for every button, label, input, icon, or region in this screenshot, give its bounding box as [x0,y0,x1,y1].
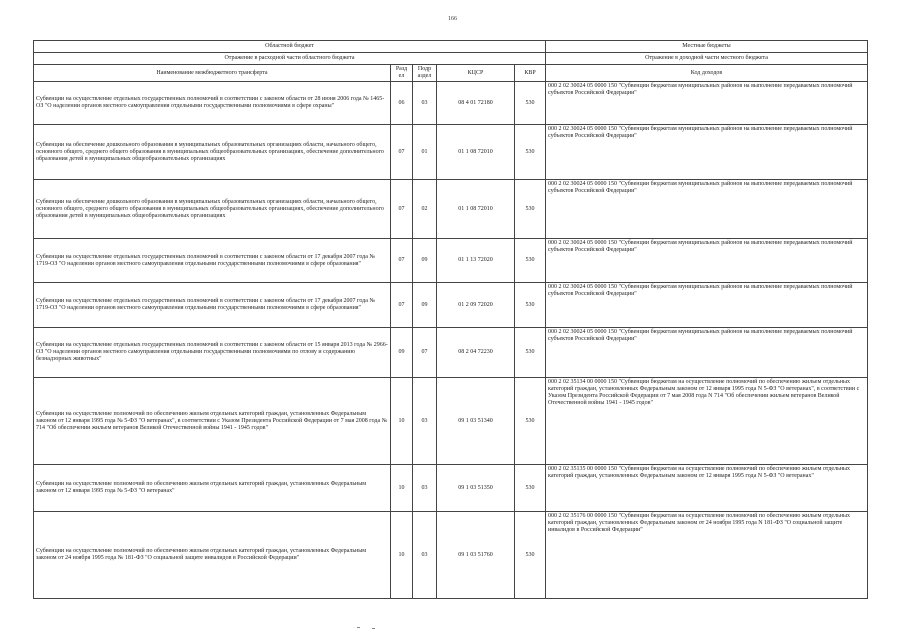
table-row [34,378,868,465]
transfer-name: Субвенции на осуществление отдельных государственных полномочий в соответствии с законом области от 15 января 2013 года № 2966-ОЗ "О наделении органов местного самоуправления отдельными государственными полномочиями по отлову и содержанию безнадзорных животных" [34,328,391,378]
podrazdel-cell: 03 [413,82,437,125]
podrazdel-cell: 07 [413,328,437,378]
transfer-name: Субвенции на осуществление полномочий по обеспечению жильем отдельных категорий граждан, установленных Федеральным законом от 12 января 1995 года № 5-ФЗ "О ветеранах" [34,465,391,512]
column-header-razdel: Разд ел [391,65,413,82]
podrazdel-cell: 03 [413,378,437,465]
transfer-name: Субвенции на осуществление отдельных государственных полномочий в соответствии с законом области от 28 июня 2006 года № 1465-ОЗ "О наделении органов местного самоуправления отдельными государственными полномочиями в сфере охраны" [34,82,391,125]
razdel-cell: 10 [391,465,413,512]
table-row [34,180,868,239]
income-code-cell: 000 2 02 30024 05 0000 150 "Субвенции бюджетам муниципальных районов на выполнение передаваемых полномочий субъектов Российской Федерации" [546,239,868,283]
kcsr-cell: 09 1 03 51350 [437,465,515,512]
income-code-cell: 000 2 02 30024 05 0000 150 "Субвенции бюджетам муниципальных районов на выполнение передаваемых полномочий субъектов Российской Федерации" [546,82,868,125]
kcsr-cell: 01 2 09 72020 [437,283,515,328]
podrazdel-cell: 09 [413,239,437,283]
income-code-cell: 000 2 02 35176 00 0000 150 "Субвенции бюджетам на осуществление полномочий по обеспечению жильем отдельных категорий граждан, установленных Федеральным законом от 24 ноября 1995 года N 181-ФЗ "О социальной защите инвалидов в Российской Федерации" [546,512,868,599]
transfer-name: Субвенции на осуществление отдельных государственных полномочий в соответствии с законом области от 17 декабря 2007 года № 1719-ОЗ "О наделении органов местного самоуправления отдельными государственными полномочиями в сфере образования" [34,283,391,328]
kcsr-cell: 08 2 04 72230 [437,328,515,378]
header-row-columns [34,65,868,82]
razdel-cell: 07 [391,239,413,283]
header-row-reflection [34,53,868,65]
column-header-podrazdel: Подр аздел [413,65,437,82]
income-code-cell: 000 2 02 30024 05 0000 150 "Субвенции бюджетам муниципальных районов на выполнение передаваемых полномочий субъектов Российской Федерации" [546,328,868,378]
scan-speck [372,628,375,629]
kvr-cell: 530 [515,512,546,599]
local-budget-header: Местные бюджеты [546,41,868,53]
transfer-name: Субвенции на осуществление полномочий по обеспечению жильем отдельных категорий граждан, установленных Федеральным законом от 12 января 1995 года № 5-ФЗ "О ветеранах", в соответствии с Указом Президента Российской Федерации от 7 мая 2008 года № 714 "Об обеспечении жильем ветеранов Великой Отечественной войны 1941 - 1945 годов" [34,378,391,465]
table-row [34,125,868,180]
kcsr-cell: 01 1 08 72010 [437,180,515,239]
budget-transfers-table [33,40,868,599]
income-code-cell: 000 2 02 35134 00 0000 150 "Субвенции бюджетам на осуществление полномочий по обеспечению жильем отдельных категорий граждан, установленных Федеральным законом от 12 января 1995 года N 5-ФЗ "О ветеранах", в соответствии с Указом Президента Российской Федерации от 7 мая 2008 года N 714 "Об обеспечении жильем ветеранов Великой Отечественной войны 1941 - 1945 годов" [546,378,868,465]
razdel-cell: 07 [391,283,413,328]
transfer-name: Субвенции на обеспечение дошкольного образования в муниципальных образовательных организациях области, начального общего, основного общего, среднего общего образования в муниципальных общеобразовательных организациях, обеспечение дополнительного образования детей в муниципальных общеобразовательных организациях [34,180,391,239]
transfer-name: Субвенции на осуществление отдельных государственных полномочий в соответствии с законом области от 17 декабря 2007 года № 1719-ОЗ "О наделении органов местного самоуправления отдельными государственными полномочиями в сфере образования" [34,239,391,283]
kcsr-cell: 08 4 01 72180 [437,82,515,125]
table-row [34,512,868,599]
podrazdel-cell: 03 [413,512,437,599]
razdel-cell: 06 [391,82,413,125]
kvr-cell: 530 [515,180,546,239]
table-row [34,328,868,378]
column-header-kcsr: КЦСР [437,65,515,82]
scan-speck [357,627,360,628]
razdel-cell: 09 [391,328,413,378]
income-code-cell: 000 2 02 35135 00 0000 150 "Субвенции бюджетам на осуществление полномочий по обеспечению жильем отдельных категорий граждан, установленных Федеральным законом от 12 января 1995 года N 5-ФЗ "О ветеранах" [546,465,868,512]
podrazdel-cell: 01 [413,125,437,180]
kvr-cell: 530 [515,125,546,180]
kcsr-cell: 09 1 03 51340 [437,378,515,465]
kvr-cell: 530 [515,239,546,283]
razdel-cell: 10 [391,378,413,465]
regional-budget-header: Областной бюджет [34,41,546,53]
transfer-name: Субвенции на осуществление полномочий по обеспечению жильем отдельных категорий граждан, установленных Федеральным законом от 24 ноября 1995 года № 181-ФЗ "О социальной защите инвалидов в Российской Федерации" [34,512,391,599]
kvr-cell: 530 [515,82,546,125]
page-number: 166 [448,16,457,22]
kvr-cell: 530 [515,378,546,465]
regional-expense-header: Отражение в расходной части областного бюджета [34,53,546,65]
kcsr-cell: 01 1 13 72020 [437,239,515,283]
razdel-cell: 07 [391,180,413,239]
income-code-cell: 000 2 02 30024 05 0000 150 "Субвенции бюджетам муниципальных районов на выполнение передаваемых полномочий субъектов Российской Федерации" [546,125,868,180]
table-row [34,82,868,125]
column-header-name: Наименование межбюджетного трансферта [34,65,391,82]
razdel-cell: 07 [391,125,413,180]
table-row [34,283,868,328]
kcsr-cell: 09 1 03 51760 [437,512,515,599]
podrazdel-cell: 02 [413,180,437,239]
column-header-income-codes: Код доходов [546,65,868,82]
kcsr-cell: 01 1 08 72010 [437,125,515,180]
header-row-budgets [34,41,868,53]
podrazdel-cell: 03 [413,465,437,512]
local-income-header: Отражение в доходной части местного бюджета [546,53,868,65]
table-row [34,465,868,512]
razdel-cell: 10 [391,512,413,599]
table-row [34,239,868,283]
income-code-cell: 000 2 02 30024 05 0000 150 "Субвенции бюджетам муниципальных районов на выполнение передаваемых полномочий субъектов Российской Федерации" [546,283,868,328]
kvr-cell: 530 [515,283,546,328]
income-code-cell: 000 2 02 30024 05 0000 150 "Субвенции бюджетам муниципальных районов на выполнение передаваемых полномочий субъектов Российской Федерации" [546,180,868,239]
podrazdel-cell: 09 [413,283,437,328]
kvr-cell: 530 [515,465,546,512]
column-header-kvr: КВР [515,65,546,82]
transfer-name: Субвенции на обеспечение дошкольного образования в муниципальных образовательных организациях области, начального общего, основного общего, среднего общего образования в муниципальных общеобразовательных организациях, обеспечение дополнительного образования детей в муниципальных общеобразовательных организациях [34,125,391,180]
kvr-cell: 530 [515,328,546,378]
